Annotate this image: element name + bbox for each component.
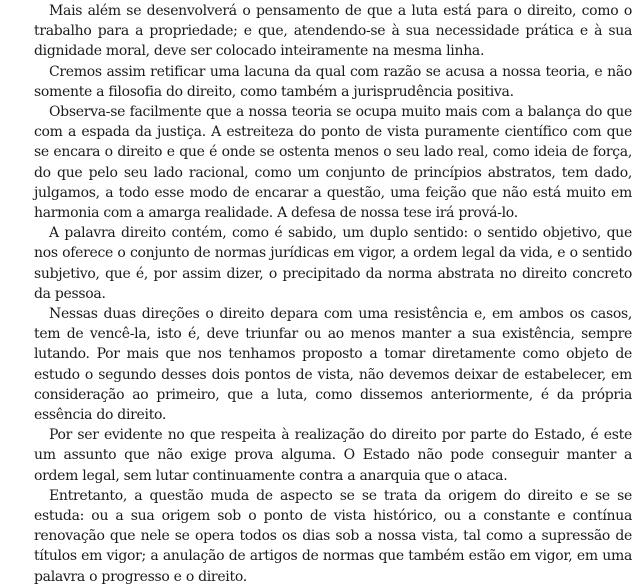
paragraph-3: Observa-se facilmente que a nossa teoria se ocupa muito mais com a balança do que com a espada da justiça. A estreiteza do ponto de vista puramente científico com que se encara o direito e que é onde se ostenta menos o seu lado real, como ideia de força, do que pelo seu lado racional, como um conjunto de princípios abstratos, tem dado, julgamos, a todo esse modo de encarar a questão, uma feição que não está muito em harmonia com a amarga realidade. A defesa de nossa tese irá prová-lo. — [34, 104, 632, 222]
paragraph-6: Por ser evidente no que respeita à realização do direito por parte do Estado, é este um assunto que não exige prova alguma. O Estado não pode conseguir manter a ordem legal, sem lutar continuamente contra a anarquia que o ataca. — [34, 427, 632, 484]
paragraph-1: Mais além se desenvolverá o pensamento de que a luta está para o direito, como o trabalho para a propriedade; e que, atendendo-se à sua necessidade prática e à sua dignidade moral, deve ser colocado inteiramente na mesma linha. — [34, 3, 632, 60]
paragraph-2: Cremos assim retificar uma lacuna da qual com razão se acusa a nossa teoria, e não somente a filosofia do direito, como também a jurisprudência positiva. — [34, 63, 632, 100]
paragraph-5: Nessas duas direções o direito depara com uma resistência e, em ambos os casos, tem de vencê-la, isto é, deve triunfar ou ao menos manter a sua existência, sempre lutando. Por mais que nos tenhamos proposto a tomar diretamente como objeto de estudo o segundo desses dois pontos de vista, não devemos deixar de estabelecer, em consideração ao primeiro, que a luta, como dissemos anteriormente, é da própria essência do direito. — [34, 306, 632, 424]
paragraph-7: Entretanto, a questão muda de aspecto se se trata da origem do direito e se se estuda: ou a sua origem sob o ponto de vista histórico, ou a constante e contínua renovação que nele se opera todos os dias sob a nossa vista, tal como a supressão de títulos em vigor; a anulação de artigos de normas que também estão em vigor, em uma palavra o progresso e o direito. — [34, 487, 632, 585]
paragraph-4: A palavra direito contém, como é sabido, um duplo sentido: o sentido objetivo, que nos oferece o conjunto de normas jurídicas em vigor, a ordem legal da vida, e o sentido subjetivo, que é, por assim dizer, o precipitado da norma abstrata no direito concreto da pessoa. — [34, 225, 632, 302]
